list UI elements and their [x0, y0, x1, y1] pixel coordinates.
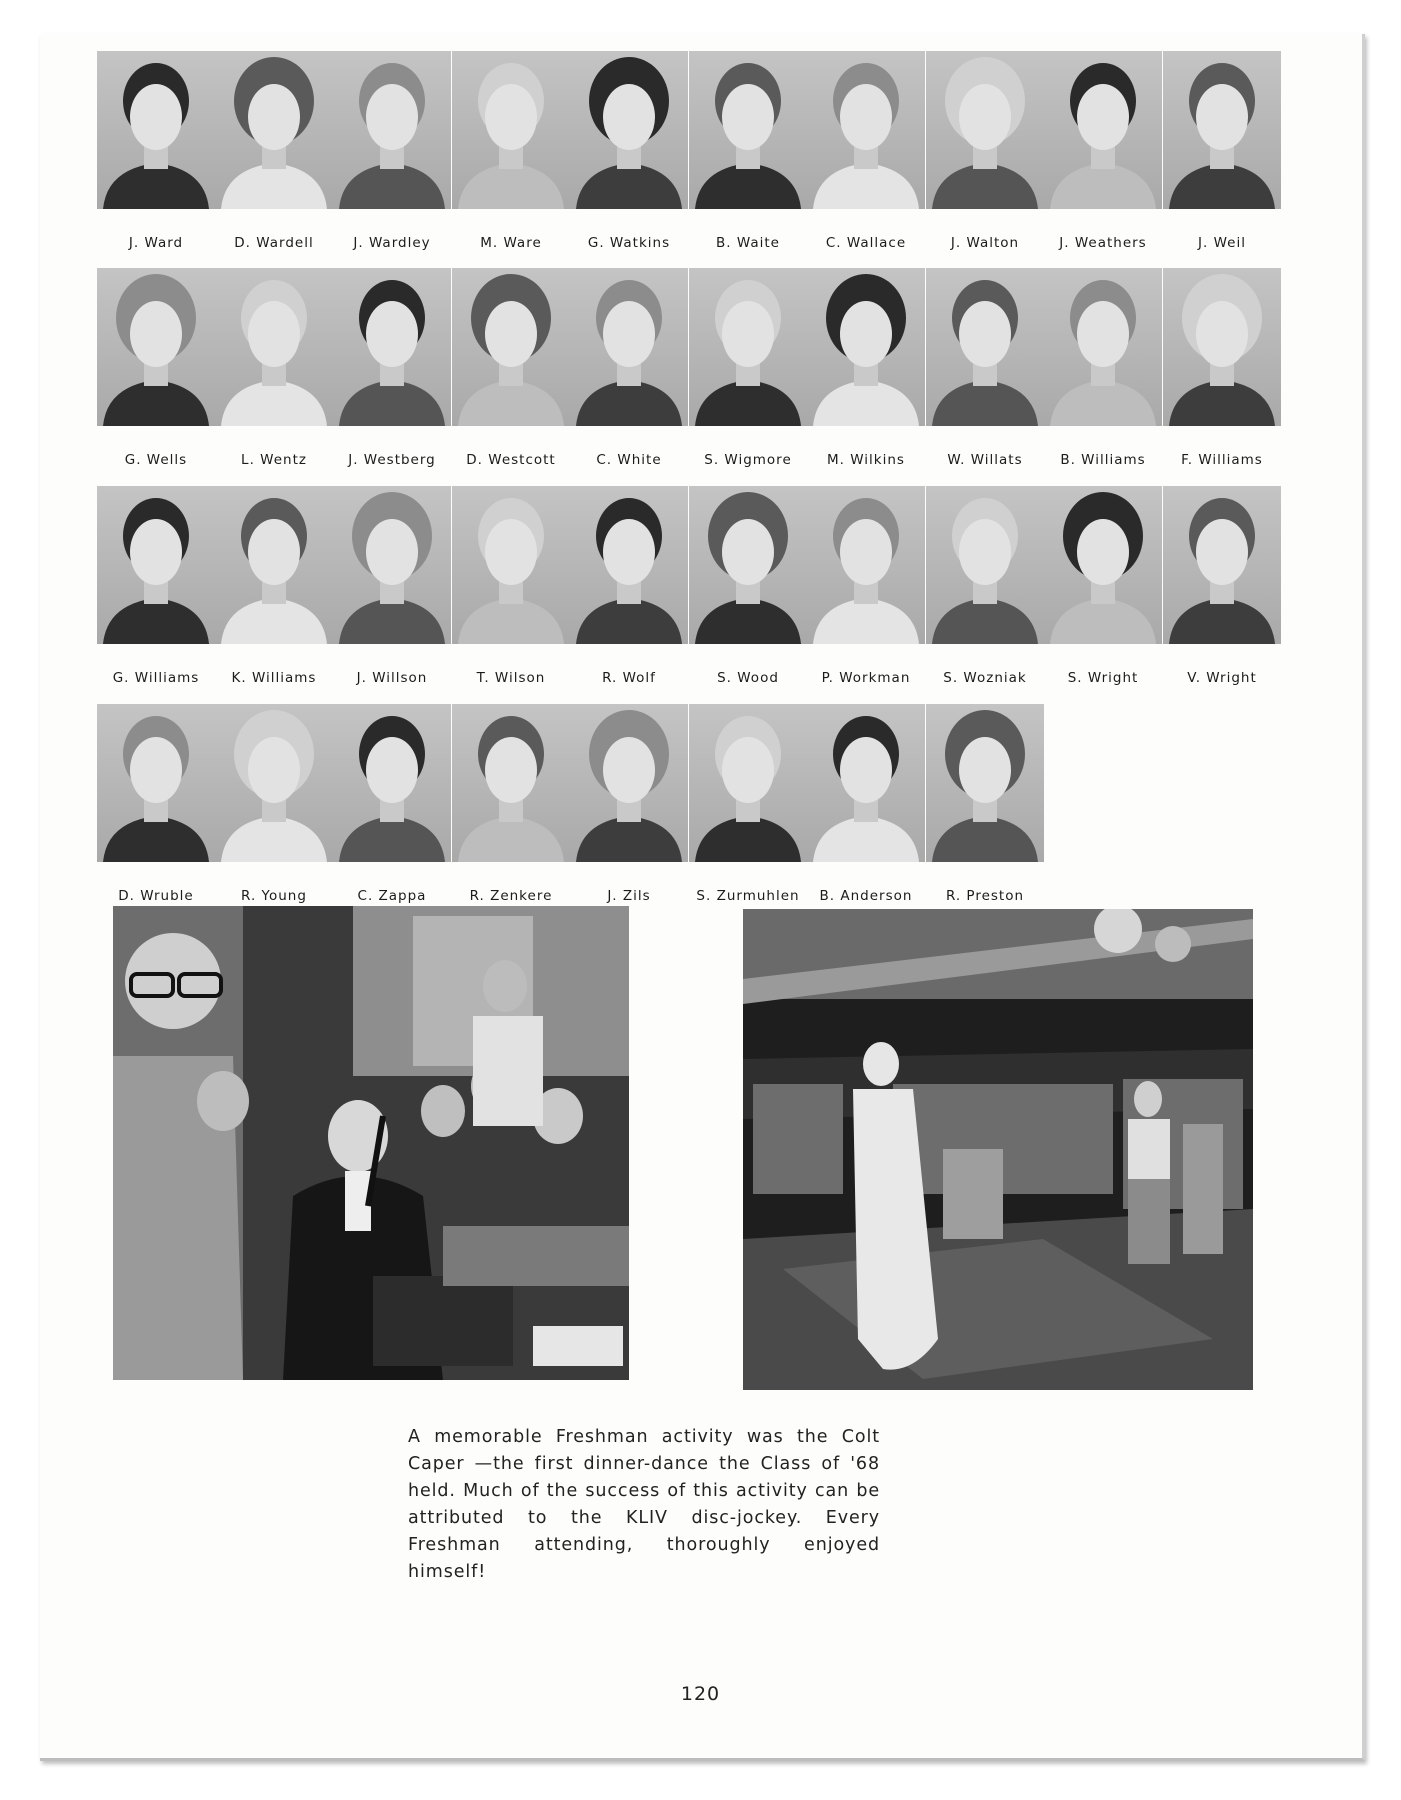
- portrait-silhouette: [452, 268, 570, 426]
- student-name: G. Williams: [112, 670, 200, 686]
- portrait-silhouette: [807, 51, 925, 209]
- student-name: M. Ware: [480, 235, 542, 251]
- portrait-cell: [926, 268, 1044, 468]
- student-name: S. Wright: [1067, 670, 1139, 686]
- portrait-photo: [333, 51, 451, 209]
- student-name: V. Wright: [1187, 670, 1257, 686]
- portrait-photo: [97, 486, 215, 644]
- student-name: C. Zappa: [357, 888, 427, 904]
- portrait-cell: [452, 51, 570, 251]
- portrait-cell: [570, 704, 688, 904]
- portrait-silhouette: [1163, 51, 1281, 209]
- portrait-photo: [570, 51, 688, 209]
- portrait-silhouette: [333, 51, 451, 209]
- portrait-photo: [452, 704, 570, 862]
- student-name: B. Williams: [1060, 452, 1146, 468]
- portrait-silhouette: [333, 268, 451, 426]
- portrait-silhouette: [452, 704, 570, 862]
- student-name: R. Zenkere: [469, 888, 553, 904]
- student-name: J. Weil: [1198, 235, 1246, 251]
- student-name: C. Wallace: [825, 235, 907, 251]
- portrait-photo: [1163, 51, 1281, 209]
- portrait-silhouette: [215, 268, 333, 426]
- student-name: B. Anderson: [819, 888, 913, 904]
- portrait-silhouette: [689, 486, 807, 644]
- student-name: K. Williams: [231, 670, 317, 686]
- portrait-photo: [452, 486, 570, 644]
- student-name: M. Wilkins: [827, 452, 905, 468]
- portrait-silhouette: [689, 51, 807, 209]
- portrait-silhouette: [570, 486, 688, 644]
- portrait-silhouette: [97, 51, 215, 209]
- student-name: D. Westcott: [466, 452, 556, 468]
- portrait-cell: [97, 51, 215, 251]
- portrait-silhouette: [1044, 486, 1162, 644]
- portrait-cell: [689, 51, 807, 251]
- portrait-photo: [1044, 486, 1162, 644]
- portrait-silhouette: [452, 486, 570, 644]
- portrait-cell: [1163, 486, 1281, 686]
- student-name: J. Zils: [607, 888, 651, 904]
- student-name: J. Ward: [128, 235, 184, 251]
- portrait-cell: [807, 486, 925, 686]
- portrait-photo: [215, 51, 333, 209]
- portrait-silhouette: [215, 51, 333, 209]
- portrait-cell: [215, 486, 333, 686]
- portrait-silhouette: [570, 51, 688, 209]
- portrait-cell: [333, 51, 451, 251]
- portrait-cell: [97, 486, 215, 686]
- portrait-cell: [97, 268, 215, 468]
- student-name: F. Williams: [1181, 452, 1263, 468]
- portrait-cell: [1163, 268, 1281, 468]
- portrait-photo: [452, 51, 570, 209]
- portrait-photo: [333, 268, 451, 426]
- portrait-silhouette: [926, 51, 1044, 209]
- portrait-cell: [1044, 51, 1162, 251]
- portrait-cell: [926, 486, 1044, 686]
- student-name: S. Wigmore: [704, 452, 792, 468]
- portrait-photo: [215, 486, 333, 644]
- portrait-silhouette: [333, 486, 451, 644]
- student-name: D. Wardell: [234, 235, 314, 251]
- portrait-photo: [807, 704, 925, 862]
- portrait-silhouette: [807, 486, 925, 644]
- portrait-cell: [215, 268, 333, 468]
- portrait-cell: [689, 486, 807, 686]
- student-name: S. Wood: [717, 670, 779, 686]
- sack-race-photo: [743, 909, 1253, 1390]
- portrait-photo: [452, 268, 570, 426]
- portrait-silhouette: [452, 51, 570, 209]
- portrait-photo: [926, 486, 1044, 644]
- portrait-silhouette: [1044, 51, 1162, 209]
- portrait-silhouette: [1044, 268, 1162, 426]
- portrait-cell: [452, 704, 570, 904]
- portrait-silhouette: [215, 704, 333, 862]
- dj-event-photo: [113, 906, 629, 1380]
- student-name: S. Zurmuhlen: [696, 888, 800, 904]
- portrait-cell: [97, 704, 215, 904]
- portrait-photo: [570, 268, 688, 426]
- portrait-cell: [807, 51, 925, 251]
- portrait-silhouette: [215, 486, 333, 644]
- portrait-silhouette: [689, 268, 807, 426]
- student-name: J. Walton: [950, 235, 1020, 251]
- portrait-silhouette: [807, 704, 925, 862]
- portrait-cell: [570, 268, 688, 468]
- portrait-photo: [333, 704, 451, 862]
- student-name: P. Workman: [821, 670, 911, 686]
- portrait-photo: [926, 51, 1044, 209]
- portrait-photo: [1044, 268, 1162, 426]
- portrait-silhouette: [570, 268, 688, 426]
- portrait-cell: [926, 51, 1044, 251]
- portrait-silhouette: [1163, 268, 1281, 426]
- portrait-photo: [1163, 486, 1281, 644]
- student-name: J. Weathers: [1059, 235, 1147, 251]
- page-number: 120: [680, 1683, 721, 1705]
- portrait-photo: [570, 486, 688, 644]
- portrait-photo: [215, 704, 333, 862]
- photo-caption: A memorable Freshman activity was the Colt Caper —the first dinner-dance the Class of '68 held. Much of the success of this activity can be attributed to the KLIV disc-jockey. Every Freshman attending, thoroughly enjoyed himself!: [408, 1427, 880, 1582]
- portrait-photo: [1044, 51, 1162, 209]
- portrait-photo: [689, 704, 807, 862]
- student-name: J. Westberg: [348, 452, 436, 468]
- portrait-photo: [689, 268, 807, 426]
- portrait-silhouette: [807, 268, 925, 426]
- portrait-cell: [333, 268, 451, 468]
- portrait-cell: [807, 704, 925, 904]
- student-name: J. Willson: [356, 670, 428, 686]
- portrait-photo: [97, 51, 215, 209]
- student-name: B. Waite: [716, 235, 780, 251]
- portrait-photo: [333, 486, 451, 644]
- portrait-cell: [333, 704, 451, 904]
- student-name: S. Wozniak: [943, 670, 1027, 686]
- portrait-silhouette: [926, 704, 1044, 862]
- portrait-cell: [215, 51, 333, 251]
- student-name: G. Watkins: [587, 235, 671, 251]
- portrait-cell: [1044, 486, 1162, 686]
- student-name: L. Wentz: [241, 452, 307, 468]
- portrait-silhouette: [97, 268, 215, 426]
- portrait-cell: [215, 704, 333, 904]
- portrait-photo: [926, 268, 1044, 426]
- portrait-photo: [689, 51, 807, 209]
- portrait-silhouette: [97, 704, 215, 862]
- student-name: G. Wells: [124, 452, 188, 468]
- portrait-silhouette: [926, 268, 1044, 426]
- portrait-photo: [97, 268, 215, 426]
- student-name: W. Willats: [947, 452, 1023, 468]
- student-name: R. Young: [241, 888, 307, 904]
- portrait-cell: [689, 268, 807, 468]
- portrait-photo: [926, 704, 1044, 862]
- portrait-cell: [1163, 51, 1281, 251]
- portrait-photo: [807, 486, 925, 644]
- student-name: R. Preston: [945, 888, 1025, 904]
- portrait-photo: [97, 704, 215, 862]
- student-name: T. Wilson: [476, 670, 546, 686]
- portrait-cell: [807, 268, 925, 468]
- portrait-photo: [570, 704, 688, 862]
- portrait-silhouette: [689, 704, 807, 862]
- portrait-silhouette: [97, 486, 215, 644]
- portrait-silhouette: [1163, 486, 1281, 644]
- portrait-cell: [333, 486, 451, 686]
- student-name: R. Wolf: [602, 670, 656, 686]
- portrait-photo: [1163, 268, 1281, 426]
- portrait-photo: [689, 486, 807, 644]
- portrait-cell: [689, 704, 807, 904]
- portrait-photo: [807, 51, 925, 209]
- portrait-cell: [452, 486, 570, 686]
- student-name: D. Wruble: [118, 888, 194, 904]
- student-name: J. Wardley: [353, 235, 431, 251]
- portrait-cell: [452, 268, 570, 468]
- portrait-photo: [807, 268, 925, 426]
- portrait-silhouette: [333, 704, 451, 862]
- portrait-silhouette: [570, 704, 688, 862]
- portrait-photo: [215, 268, 333, 426]
- portrait-cell: [570, 51, 688, 251]
- portrait-cell: [1044, 268, 1162, 468]
- portrait-cell: [570, 486, 688, 686]
- portrait-silhouette: [926, 486, 1044, 644]
- portrait-cell: [926, 704, 1044, 904]
- student-name: C. White: [596, 452, 662, 468]
